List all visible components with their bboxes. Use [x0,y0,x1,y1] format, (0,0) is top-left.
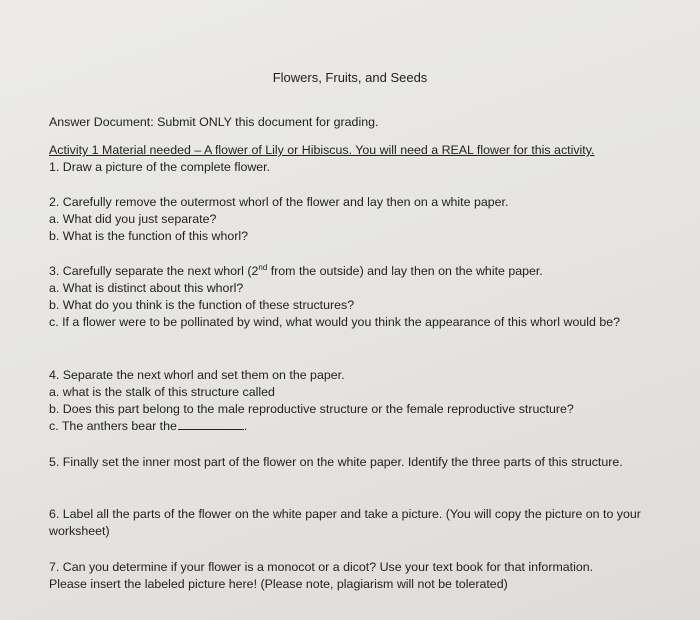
question-3-a: a. What is distinct about this whorl? [49,281,244,295]
question-4 [49,367,669,435]
question-6-text: 6. Label all the parts of the flower on the white paper and take a picture. (You will copy the picture on to your worksheet) [49,507,641,538]
question-5-text: 5. Finally set the inner most part of the flower on the white paper. Identify the three parts of this structure. [49,455,623,469]
document-title: Flowers, Fruits, and Seeds [272,70,428,85]
activity-heading: Activity 1 Material needed – A flower of Lily or Hibiscus. You will need a REAL flower for this activity. [49,143,595,157]
question-3 [49,263,669,331]
question-1: 1. Draw a picture of the complete flower. [49,160,271,174]
answer-document-text: Answer Document: Submit ONLY this document for grading. [49,115,379,129]
answer-document-note [49,114,669,131]
question-6 [49,506,669,540]
fill-in-blank[interactable] [178,418,244,430]
question-4-c: c. The anthers bear the . [49,419,248,433]
question-3-c: c. If a flower were to be pollinated by wind, what would you think the appearance of this whorl would be? [49,315,620,329]
question-3-main: 3. Carefully separate the next whorl (2nd from the outside) and lay then on the white paper. [49,262,543,278]
question-3-b: b. What do you think is the function of these structures? [49,298,355,312]
question-4-a: a. what is the stalk of this structure called [49,385,275,399]
question-7-line-1: 7. Can you determine if your flower is a monocot or a dicot? Use your text book for that information. [49,560,594,574]
question-2-a: a. What did you just separate? [49,212,217,226]
superscript-nd: nd [258,262,268,272]
activity-1-section [49,142,669,176]
question-2 [49,194,669,245]
question-2-main: 2. Carefully remove the outermost whorl of the flower and lay then on a white paper. [49,195,509,209]
question-5 [49,454,669,471]
question-7-line-2: Please insert the labeled picture here! (Please note, plagiarism will not be tolerated) [49,577,508,591]
question-4-main: 4. Separate the next whorl and set them on the paper. [49,368,345,382]
question-4-b: b. Does this part belong to the male reproductive structure or the female reproductive structure? [49,402,574,416]
question-2-b: b. What is the function of this whorl? [49,229,249,243]
question-7 [49,559,669,593]
